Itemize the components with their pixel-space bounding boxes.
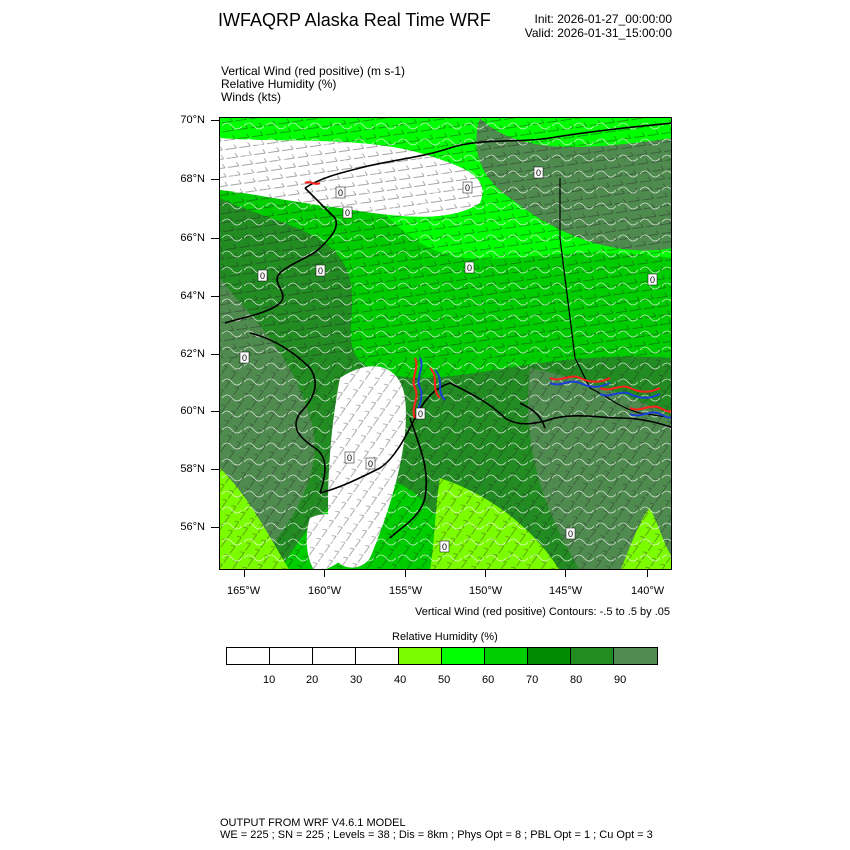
colorbar-cell [356,648,399,664]
colorbar-label: 70 [526,674,539,686]
lat-tick [211,469,219,470]
svg-text:0: 0 [418,409,424,419]
colorbar-cell [571,648,614,664]
colorbar-label: 50 [438,674,451,686]
lat-tick [211,527,219,528]
colorbar-label: 30 [350,674,363,686]
svg-text:0: 0 [260,271,266,281]
lat-tick [211,354,219,355]
contour-label [316,265,325,276]
lon-label-145w: 145°W [549,585,583,597]
lat-tick [211,238,219,239]
lat-label-62n: 62°N [180,348,205,360]
lon-label-155w: 155°W [389,585,423,597]
lat-label-64n: 64°N [180,290,205,302]
init-time: Init: 2026-01-27_00:00:00 [534,12,672,26]
colorbar [226,647,658,665]
lat-tick [211,296,219,297]
lat-tick [211,179,219,180]
lon-tick [324,570,325,577]
colorbar-cell [399,648,442,664]
field-label-winds: Winds (kts) [221,90,281,104]
lat-label-56n: 56°N [180,521,205,533]
contour-label [343,207,352,218]
colorbar-label: 80 [570,674,583,686]
field-label-relative-humidity: Relative Humidity (%) [221,77,337,91]
svg-text:0: 0 [347,453,353,463]
contour-note: Vertical Wind (red positive) Contours: -.5 to .5 by .05 [415,606,670,618]
svg-text:0: 0 [338,188,344,198]
vertical-wind-contours [220,118,672,570]
colorbar-title: Relative Humidity (%) [392,631,498,643]
lon-tick [485,570,486,577]
colorbar-label: 10 [263,674,276,686]
svg-text:0: 0 [467,263,473,273]
field-label-vertical-wind: Vertical Wind (red positive) (m s-1) [221,64,406,78]
lon-tick [647,570,648,577]
lat-label-58n: 58°N [180,463,205,475]
contour-label [534,167,543,178]
lat-tick [211,120,219,121]
plot-title: IWFAQRP Alaska Real Time WRF [218,10,491,30]
colorbar-cell [270,648,313,664]
contour-label [648,274,657,285]
lat-label-66n: 66°N [180,232,205,244]
svg-text:0: 0 [345,208,351,218]
colorbar-cell [442,648,485,664]
contour-label [258,270,267,281]
contour-label [345,452,354,463]
lat-label-68n: 68°N [180,173,205,185]
model-footer-title: OUTPUT FROM WRF V4.6.1 MODEL [220,817,406,829]
lon-tick [405,570,406,577]
colorbar-cell [227,648,270,664]
contour-label [336,187,345,198]
colorbar-cell [528,648,571,664]
svg-text:0: 0 [368,459,374,469]
colorbar-cell [614,648,657,664]
lat-label-70n: 70°N [180,114,205,126]
svg-text:0: 0 [242,353,248,363]
contour-label [463,182,472,193]
contour-label [416,408,425,419]
lon-label-160w: 160°W [308,585,342,597]
svg-text:0: 0 [465,183,471,193]
lon-label-150w: 150°W [469,585,503,597]
svg-text:0: 0 [442,542,448,552]
contour-label [366,458,375,469]
map-canvas [220,118,672,570]
colorbar-label: 60 [482,674,495,686]
contour-label [440,541,449,552]
colorbar-cell [485,648,528,664]
model-footer-params: WE = 225 ; SN = 225 ; Levels = 38 ; Dis = 8km ; Phys Opt = 8 ; PBL Opt = 1 ; Cu Opt = 3 [220,829,653,841]
lat-label-60n: 60°N [180,405,205,417]
colorbar-label: 90 [614,674,627,686]
lon-label-165w: 165°W [227,585,261,597]
colorbar-label: 20 [306,674,319,686]
lat-tick [211,411,219,412]
colorbar-cell [313,648,356,664]
svg-text:0: 0 [568,529,574,539]
contour-label [465,262,474,273]
svg-text:0: 0 [650,275,656,285]
contour-label [240,352,249,363]
colorbar-label: 40 [394,674,407,686]
svg-text:0: 0 [536,168,542,178]
valid-time: Valid: 2026-01-31_15:00:00 [524,26,672,40]
lon-tick [244,570,245,577]
lon-label-140w: 140°W [631,585,665,597]
contour-label [566,528,575,539]
svg-text:0: 0 [318,266,324,276]
lon-tick [565,570,566,577]
map-panel [219,117,672,570]
